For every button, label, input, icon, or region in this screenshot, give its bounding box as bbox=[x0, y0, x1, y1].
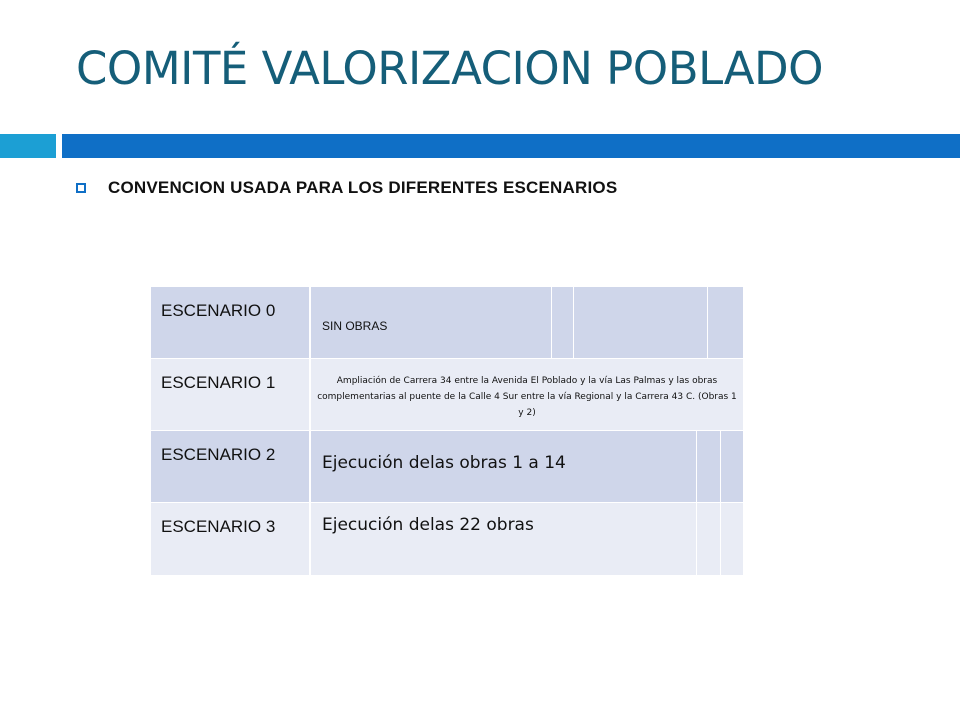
scenario-description: Ampliación de Carrera 34 entre la Avenida El Poblado y la vía Las Palmas y las obras complementarias al puente de la Calle 4 Sur entre la vía Regional y la Carrera 43 C. (Obras 1 y 2) bbox=[317, 376, 737, 418]
table-row bbox=[151, 359, 743, 431]
cell-divider bbox=[696, 431, 697, 502]
bullet-item bbox=[76, 178, 617, 198]
table-row bbox=[151, 431, 743, 503]
scenario-description: Ejecución delas obras 1 a 14 bbox=[322, 453, 566, 473]
table-row bbox=[151, 503, 743, 575]
accent-bar-left bbox=[0, 134, 56, 158]
scenario-label: ESCENARIO 2 bbox=[151, 431, 311, 502]
scenario-table bbox=[151, 287, 743, 575]
square-bullet-icon bbox=[76, 183, 86, 193]
cell-divider bbox=[720, 431, 721, 502]
scenario-description: SIN OBRAS bbox=[322, 319, 388, 333]
cell-divider bbox=[720, 503, 721, 575]
cell-divider bbox=[696, 503, 697, 575]
cell-divider bbox=[573, 287, 574, 358]
cell-divider bbox=[707, 287, 708, 358]
scenario-description: Ejecución delas 22 obras bbox=[322, 515, 534, 535]
accent-bar-main bbox=[62, 134, 960, 158]
table-row bbox=[151, 287, 743, 359]
cell-divider bbox=[551, 287, 552, 358]
slide-title: COMITÉ VALORIZACION POBLADO bbox=[76, 42, 824, 95]
scenario-label: ESCENARIO 1 bbox=[151, 359, 311, 430]
scenario-label: ESCENARIO 3 bbox=[151, 503, 311, 575]
bullet-text: CONVENCION USADA PARA LOS DIFERENTES ESCENARIOS bbox=[108, 178, 618, 197]
scenario-label: ESCENARIO 0 bbox=[151, 287, 311, 358]
